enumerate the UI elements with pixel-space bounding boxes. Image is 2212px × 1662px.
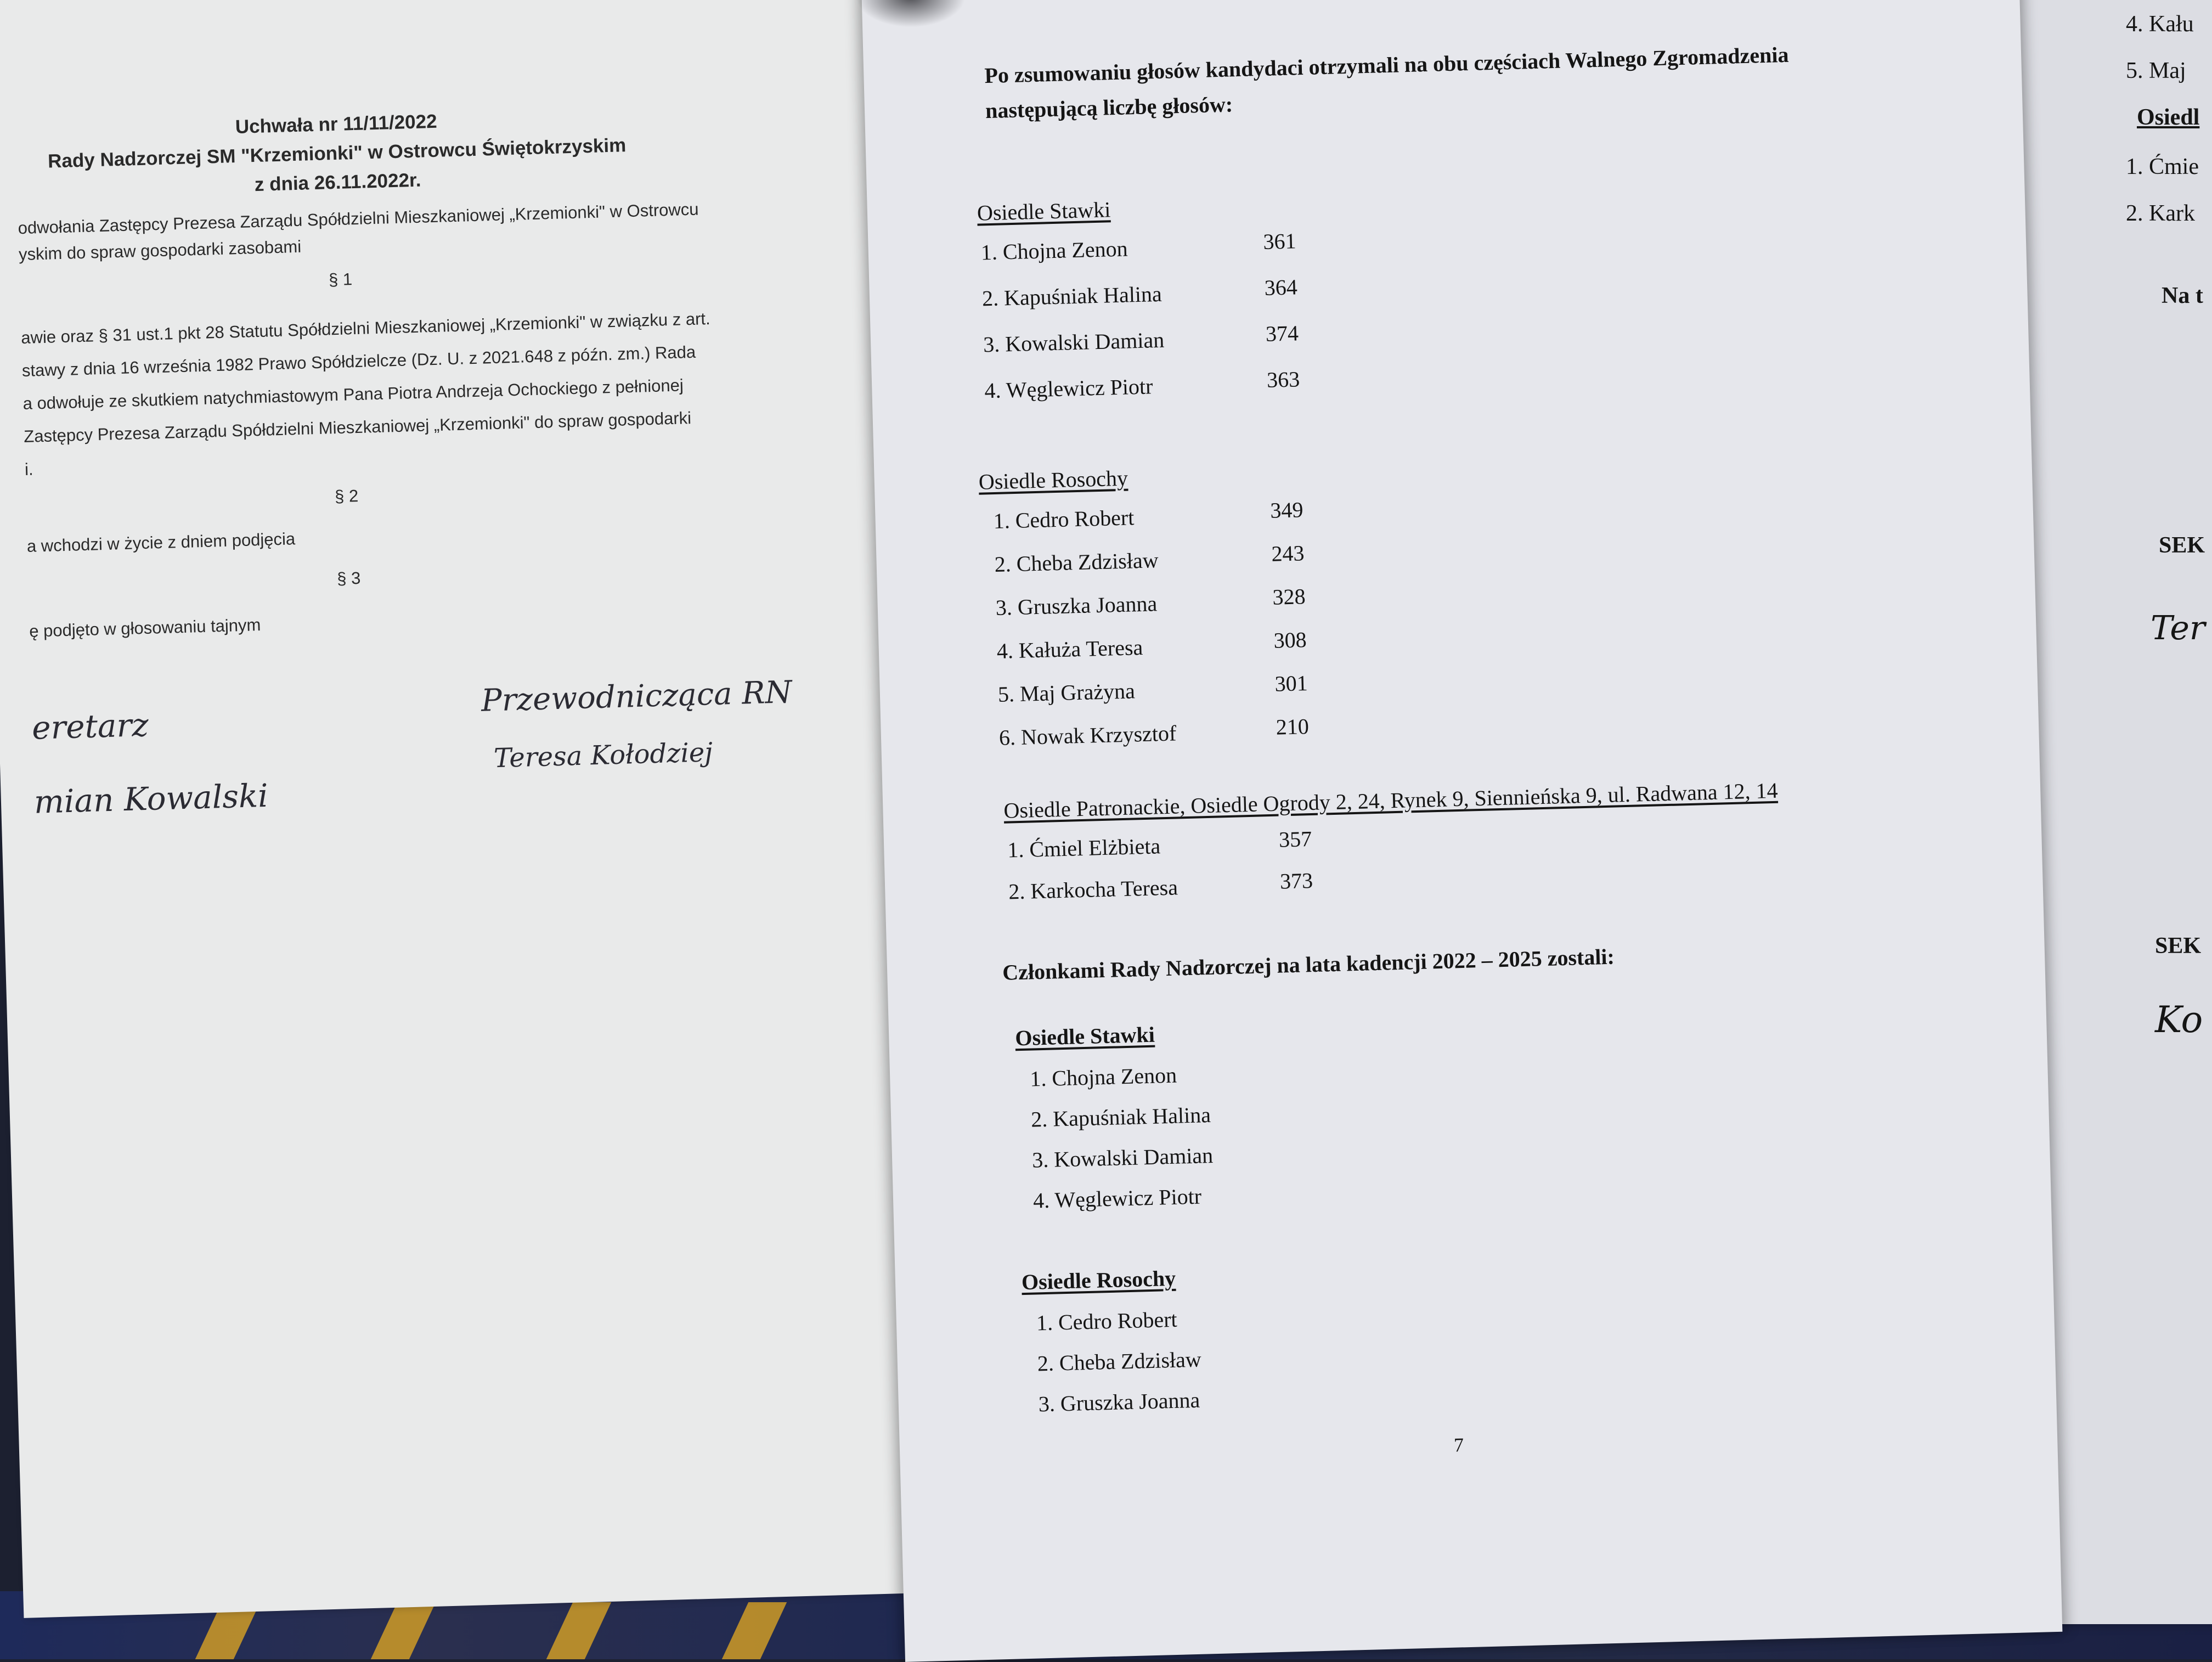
candidate-name: 2. Kapuśniak Halina	[981, 281, 1163, 311]
chairwoman-signature-title: Przewodnicząca RN	[481, 674, 793, 719]
member-name: 4. Węglewicz Piotr	[1032, 1184, 1202, 1213]
resolution-title: Uchwała nr 11/11/2022	[235, 110, 438, 138]
page-number: 7	[1453, 1434, 1464, 1456]
section-1-text: Zastępcy Prezesa Zarządu Spółdzielni Mieszkaniowej „Krzemionki" do spraw gospodarki	[23, 408, 692, 446]
candidate-votes: 328	[1272, 584, 1306, 610]
section-1-text: i.	[24, 459, 34, 479]
candidate-votes: 301	[1274, 671, 1308, 696]
right-line: 1. Ćmie	[2126, 154, 2199, 179]
right-line: 2. Kark	[2126, 201, 2195, 226]
intro-text: Po zsumowaniu głosów kandydaci otrzymali na obu częściach Walnego Zgromadzenia	[984, 42, 1789, 88]
right-line: 5. Maj	[2126, 58, 2186, 83]
candidate-votes: 308	[1273, 627, 1307, 653]
section-1-text: a odwołuje ze skutkiem natychmiastowym Pana Piotra Andrzeja Ochockiego z pełnionej	[22, 375, 684, 414]
candidate-name: 1. Chojna Zenon	[980, 236, 1128, 265]
members-estate-heading: Osiedle Stawki	[1014, 1022, 1155, 1051]
right-line-secretary: SEK	[2155, 933, 2202, 959]
results-estate-heading: Osiedle Rosochy	[978, 465, 1128, 494]
resolution-date: z dnia 26.11.2022r.	[254, 169, 421, 196]
candidate-name: 3. Kowalski Damian	[983, 327, 1165, 357]
resolution-title: Rady Nadzorczej SM "Krzemionki" w Ostrowcu Świętokrzyskim	[47, 134, 627, 172]
resolution-subject: odwołania Zastępcy Prezesa Zarządu Spółdzielni Mieszkaniowej „Krzemionki" w Ostrowcu	[18, 199, 699, 238]
chairwoman-signature-name: Teresa Kołodziej	[493, 737, 713, 774]
resolution-subject: yskim do spraw gospodarki zasobami	[18, 236, 302, 264]
section-1-text: awie oraz § 31 ust.1 pkt 28 Statutu Spółdzielni Mieszkaniowej „Krzemionki" w związku z art.	[20, 308, 711, 348]
member-name: 3. Kowalski Damian	[1031, 1142, 1214, 1173]
candidate-votes: 364	[1264, 274, 1298, 300]
section-2-label: § 2	[334, 486, 359, 506]
right-line-secretary: SEK	[2159, 533, 2205, 558]
results-estate-heading: Osiedle Patronackie, Osiedle Ogrody 2, 24, Rynek 9, Sienniеńska 9, ul. Radwana 12, 14	[1003, 778, 1779, 823]
candidate-name: 6. Nowak Krzysztof	[998, 720, 1177, 750]
right-signature: Ko	[2155, 999, 2203, 1041]
intro-text: następującą liczbę głosów:	[985, 92, 1233, 123]
finger-shadow	[856, 0, 966, 27]
section-1-label: § 1	[328, 269, 353, 290]
member-name: 3. Gruszka Joanna	[1038, 1387, 1200, 1417]
candidate-name: 5. Maj Grażyna	[997, 678, 1136, 707]
candidate-votes: 373	[1279, 868, 1313, 894]
results-estate-heading: Osiedle Stawki	[977, 197, 1111, 226]
member-name: 2. Cheba Zdzisław	[1037, 1346, 1202, 1376]
candidate-votes: 349	[1269, 497, 1304, 523]
member-name: 2. Kapuśniak Halina	[1030, 1102, 1211, 1132]
candidate-name: 2. Karkocha Teresa	[1008, 875, 1178, 904]
section-2-text: a wchodzi w życie z dniem podjęcia	[26, 529, 296, 556]
members-heading: Członkami Rady Nadzorczej na lata kadencji 2022 – 2025 zostali:	[1002, 944, 1615, 985]
section-3-text: ę podjęto w głosowaniu tajnym	[29, 615, 261, 641]
left-page	[0, 0, 951, 1618]
candidate-name: 1. Ćmiel Elżbieta	[1007, 833, 1161, 863]
candidate-votes: 210	[1276, 714, 1310, 740]
candidate-name: 4. Węglewicz Piotr	[984, 374, 1153, 403]
member-name: 1. Cedro Robert	[1036, 1306, 1178, 1336]
candidate-votes: 357	[1278, 826, 1312, 852]
candidate-votes: 374	[1265, 320, 1299, 346]
members-estate-heading: Osiedle Rosochy	[1021, 1265, 1176, 1295]
candidate-votes: 363	[1266, 367, 1300, 392]
member-name: 1. Chojna Zenon	[1029, 1062, 1177, 1091]
secretary-signature-title: eretarz	[31, 706, 149, 747]
center-page	[861, 0, 2062, 1662]
candidate-name: 1. Cedro Robert	[993, 505, 1135, 534]
candidate-name: 2. Cheba Zdzisław	[994, 548, 1159, 577]
candidate-votes: 361	[1262, 228, 1297, 254]
right-signature: Ter	[2151, 609, 2205, 647]
candidate-votes: 243	[1271, 540, 1305, 566]
right-line: Na t	[2162, 283, 2203, 308]
right-line: 4. Kału	[2126, 12, 2194, 37]
candidate-name: 4. Kałuża Teresa	[996, 634, 1143, 663]
right-line-estate: Osiedl	[2137, 105, 2200, 130]
section-3-label: § 3	[336, 568, 361, 589]
candidate-name: 3. Gruszka Joanna	[995, 591, 1158, 620]
secretary-signature-name: mian Kowalski	[33, 776, 269, 821]
section-1-text: stawy z dnia 16 września 1982 Prawo Spółdzielcze (Dz. U. z 2021.648 z późn. zm.) Rada	[21, 342, 696, 381]
